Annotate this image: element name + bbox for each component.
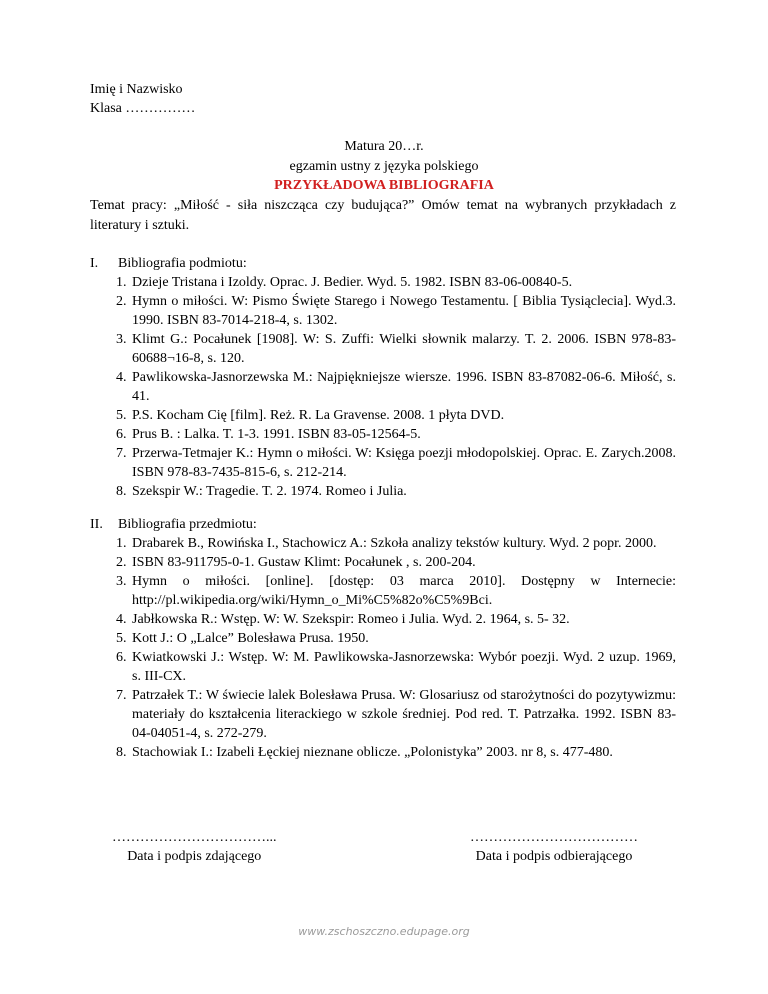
item-text: Hymn o miłości. [online]. [dostęp: 03 marca 2010]. Dostępny w Internecie: http://pl.wikipedia.org/wiki/Hymn_o_Mi%C5%82o%C5%9Bci. [132, 574, 676, 608]
item-text: Stachowiak I.: Izabeli Łęckiej nieznane oblicze. „Polonistyka” 2003. nr 8, s. 477-480. [132, 745, 613, 760]
bibliography-item [90, 686, 676, 743]
item-number: 6. [116, 427, 127, 442]
bibliography-item [90, 648, 676, 686]
bibliography-item [90, 444, 676, 482]
section-heading [90, 515, 676, 534]
exam-subtitle: egzamin ustny z języka polskiego [289, 158, 479, 174]
item-text: Prus B. : Lalka. T. 1-3. 1991. ISBN 83-05-12564-5. [132, 427, 421, 442]
section-secondary-bibliography [90, 515, 676, 762]
section-heading-text: Bibliografia podmiotu: [118, 256, 247, 271]
secondary-bibliography-list [90, 534, 676, 762]
item-number: 4. [116, 612, 127, 627]
item-number: 5. [116, 408, 127, 423]
item-text: Kott J.: O „Lalce” Bolesława Prusa. 1950. [132, 631, 369, 646]
item-number: 8. [116, 484, 127, 499]
item-text: Kwiatkowski J.: Wstęp. W: M. Pawlikowska-Jasnorzewska: Wybór poezji. Wyd. 2 uzup. 1969, s. III-CX. [132, 650, 676, 684]
bibliography-item [90, 330, 676, 368]
item-text: Drabarek B., Rowińska I., Stachowicz A.: Szkoła analizy tekstów kultury. Wyd. 2 popr. 2000. [132, 536, 657, 551]
bibliography-item [90, 743, 676, 762]
bibliography-title: PRZYKŁADOWA BIBLIOGRAFIA [274, 178, 494, 193]
bibliography-item [90, 368, 676, 406]
bibliography-item [90, 553, 676, 572]
item-text: Szekspir W.: Tragedie. T. 2. 1974. Romeo i Julia. [132, 484, 407, 499]
class-label: Klasa …………… [90, 101, 196, 116]
student-header [90, 80, 195, 118]
bibliography-item [90, 273, 676, 292]
item-text: Dzieje Tristana i Izoldy. Oprac. J. Bedier. Wyd. 5. 1982. ISBN 83-06-00840-5. [132, 275, 573, 290]
section-heading-text: Bibliografia przedmiotu: [118, 517, 257, 532]
item-number: 1. [116, 536, 127, 551]
item-number: 3. [116, 332, 127, 347]
exam-title-block [0, 137, 768, 196]
item-number: 8. [116, 745, 127, 760]
item-number: 6. [116, 650, 127, 665]
item-text: P.S. Kocham Cię [film]. Reż. R. La Gravense. 2008. 1 płyta DVD. [132, 408, 505, 423]
bibliography-item [90, 572, 676, 610]
item-number: 2. [116, 555, 127, 570]
item-number: 1. [116, 275, 127, 290]
item-number: 7. [116, 688, 127, 703]
section-primary-bibliography [90, 254, 676, 501]
item-text: Patrzałek T.: W świecie lalek Bolesława Prusa. W: Glosariusz od starożytności do pozytywizmu: materiały do kształcenia literackiego w szkole średniej. Pod red. T. Patrzałka. 1992. ISBN 83-04-04051-4, s. 272-279. [132, 688, 676, 741]
item-number: 5. [116, 631, 127, 646]
item-number: 4. [116, 370, 127, 385]
bibliography-item [90, 534, 676, 553]
item-text: Jabłkowska R.: Wstęp. W: W. Szekspir: Romeo i Julia. Wyd. 2. 1964, s. 5- 32. [132, 612, 570, 627]
footer-website: www.zschoszczno.edupage.org [298, 925, 470, 938]
exam-year: Matura 20…r. [344, 139, 424, 154]
item-text: Pawlikowska-Jasnorzewska M.: Najpiękniejsze wiersze. 1996. ISBN 83-87082-06-6. Miłość, s. 41. [132, 370, 676, 404]
signature-label: Data i podpis odbierającego [475, 849, 633, 864]
bibliography-item [90, 292, 676, 330]
bibliography-item [90, 425, 676, 444]
item-number: 7. [116, 446, 127, 461]
signature-line: ……………………………… [470, 830, 638, 845]
bibliography-item [90, 406, 676, 425]
topic-paragraph: Temat pracy: „Miłość - siła niszcząca czy budująca?” Omów temat na wybranych przykładach z literatury i sztuki. [90, 198, 676, 233]
signature-receiver [470, 828, 638, 866]
bibliography-item [90, 610, 676, 629]
item-number: 2. [116, 294, 127, 309]
item-text: Hymn o miłości. W: Pismo Święte Starego i Nowego Testamentu. [ Biblia Tysiąclecia]. Wyd.3. 1990. ISBN 83-7014-218-4, s. 1302. [132, 294, 676, 328]
section-numeral: I. [90, 256, 99, 271]
item-number: 3. [116, 574, 127, 589]
item-text: Klimt G.: Pocałunek [1908]. W: S. Zuffi: Wielki słownik malarzy. T. 2. 2006. ISBN 978-83-60688¬16-8, s. 120. [132, 332, 676, 366]
name-label: Imię i Nazwisko [90, 82, 183, 97]
item-text: ISBN 83-911795-0-1. Gustaw Klimt: Pocałunek , s. 200-204. [132, 555, 476, 570]
section-heading [90, 254, 676, 273]
signature-line: ……………………………... [112, 830, 277, 845]
bibliography-item [90, 629, 676, 648]
item-text: Przerwa-Tetmajer K.: Hymn o miłości. W: Księga poezji młodopolskiej. Oprac. E. Zarych.2008. ISBN 978-83-7435-815-6, s. 212-214. [132, 446, 676, 480]
primary-bibliography-list [90, 273, 676, 501]
section-numeral: II. [90, 517, 103, 532]
bibliography-item [90, 482, 676, 501]
signature-student [112, 828, 277, 866]
signature-label: Data i podpis zdającego [127, 849, 262, 864]
